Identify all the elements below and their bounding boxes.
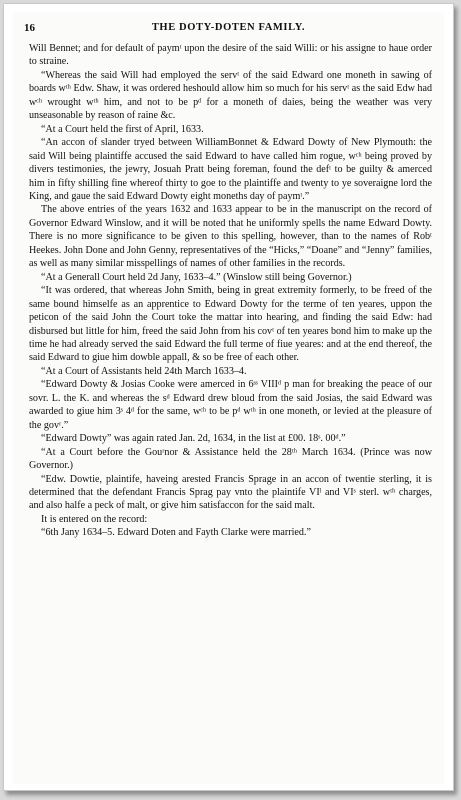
paragraph-7: “It was ordered, that whereas John Smith, being in great extremity formerly, to be freed of the same bound himselfe as an apprentice to Edward Dowty for the terme of ten yeares, uppon the peticon of the said John the Court toke the mattar into hearing, and finding the said Edw: had disbursed but little for him, freed the said John from his covᵗ of ten yeares bond him to make up the time he had already served the said Edward the full terme of fiue yeares: and at the end thereof, the said Edward to giue him dowble appall, & so be free of each other.: [29, 285, 432, 364]
paragraph-12: “Edw. Dowtie, plaintife, haveing arested Francis Sprage in an accon of twentie sterling, it is determined that the defendant Francis Sprag pay vnto the plaintife VIˡ and VIˢ sterl. wᵗʰ charges, and also halfe a peck of malt, or give him satisfaccon for the said malt.: [29, 473, 432, 512]
paragraph-2: “Whereas the said Will had employed the servᵗ of the said Edward one moneth in sawing of boards wᵗʰ Edw. Shaw, it was ordered heshould allow him so much for his servᵗ as the said Edw had wᶜʰ wrought wᵗʰ him, and not to be pᵈ for a moneth of daies, being the weather was very unseasonable by reason of raine &c.: [29, 69, 432, 122]
paragraph-10: “Edward Dowty” was again rated Jan. 2d, 1634, in the list at £00. 18ˢ. 00ᵈ.”: [41, 433, 346, 445]
paragraph-5: The above entries of the years 1632 and 1633 appear to be in the manuscript on the record of Governor Edward Winslow, and it will be noted that he uniformly spells the name Edward Dowty. There is no more significance to be given to this spelling, however, than to the names of Robᵗ Heekes. John Done and John Genny, representatives of the “Hicks,” “Doane” and “Jenny” families, as well as many similar misspellings of names of other families in the records.: [29, 204, 432, 270]
paragraph-3: “At a Court held the first of April, 1633.: [41, 123, 204, 135]
page-body: [29, 42, 432, 540]
page-frame: [3, 3, 454, 791]
paragraph-8: “At a Court of Assistants held 24th March 1633–4.: [41, 365, 247, 377]
paragraph-14: “6th Jany 1634–5. Edward Doten and Fayth Clarke were married.”: [41, 527, 311, 539]
paragraph-4: “An accon of slander tryed between WilliamBonnet & Edward Dowty of New Plymouth: the said Will being plaintiffe accused the said Edward to have called him rogue, wᶜʰ being proved by divers testimonies, the jewry, Josuah Pratt being foreman, found the defᵗ to be guilty & amerced him in fifty shilling fine whereof thirty to goe to the plaintiffe and twenty to ye soveraigne lord the King, and gaue the said Edward Dowty eight moneths day of paymᵗ.”: [29, 137, 432, 202]
running-title: THE DOTY-DOTEN FAMILY.: [151, 22, 306, 33]
paragraph-6: “At a Generall Court held 2d Jany, 1633–4.” (Winslow still being Governor.): [41, 271, 352, 283]
paragraph-9: “Edward Dowty & Josias Cooke were amerced in 6ˢˢ VIIIᵈ p man for breaking the peace of our sovr. L. the K. and whereas the sᵈ Edward drew bloud from the said Josias, the said Edward was awarded to giue him 3ˢ 4ᵈ for the same, wᶜʰ to be pᵈ wᵗʰ in one moneth, or levied at the pleasure of the govʳ.”: [29, 379, 432, 431]
page-header: [13, 22, 444, 40]
paragraph-13: It is entered on the record:: [41, 513, 148, 525]
paragraph-1: Will Bennet; and for default of paymᵗ upon the desire of the said Willi: or his assigne to haue order to straine.: [29, 43, 432, 68]
book-page: [13, 12, 444, 784]
paragraph-11: “At a Court before the Gouʳnor & Assistance held the 28ᵗʰ March 1634. (Prince was now Governor.): [29, 446, 432, 472]
page-number: 16: [24, 22, 35, 34]
